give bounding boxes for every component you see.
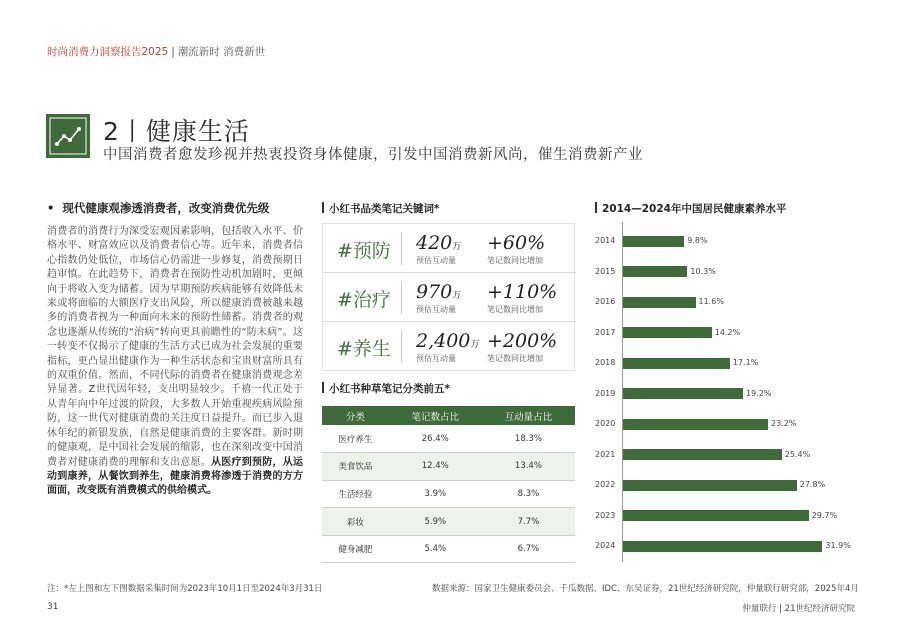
table-cell: 健身减肥 <box>322 535 389 563</box>
bar-value-label: 19.2% <box>746 388 772 398</box>
col-header: 笔记数占比 <box>389 406 482 425</box>
top5-title-text: 小红书种草笔记分类前五* <box>329 383 450 395</box>
left-body-bold: 从医疗到预防，从运动到康养，从餐饮到养生，健康消费将渗透于消费的方方面面，改变既有消费模式的供给模式。 <box>47 456 303 497</box>
keyword-row <box>323 273 576 322</box>
bar <box>623 236 684 247</box>
bar-value-label: 31.9% <box>825 541 851 550</box>
keyword-tag: #预防 <box>337 240 391 262</box>
chart-title <box>595 201 786 216</box>
left-body <box>47 225 303 499</box>
bullet-icon: • <box>47 201 55 215</box>
keyword-num-caption: 预估互动量 <box>416 256 456 265</box>
keyword-num: 420 <box>416 232 453 254</box>
keyword-unit: 万 <box>452 291 462 301</box>
report-title: 时尚消费力洞察报告2025 <box>47 46 169 58</box>
bar-value-label: 14.2% <box>714 327 741 337</box>
keyword-increase: +110% <box>487 281 558 303</box>
keyword-interactions <box>416 281 461 303</box>
table-cell: 13.4% <box>482 453 575 481</box>
keyword-tag: #养生 <box>337 338 391 360</box>
section-subtitle: 中国消费者愈发珍视并热衷投资身体健康，引发中国消费新风尚，催生消费新产业 <box>103 147 643 163</box>
table-cell: 生活经验 <box>322 480 389 508</box>
page-number: 31 <box>47 602 59 612</box>
bar <box>623 541 822 552</box>
title-bar-icon <box>595 202 597 213</box>
bar <box>623 449 782 460</box>
table-cell: 7.7% <box>482 508 575 536</box>
bar <box>623 358 730 369</box>
y-tick-label: 2022 <box>595 480 616 489</box>
keywords-box <box>322 223 575 371</box>
keywords-title <box>322 201 440 216</box>
bar <box>623 266 687 277</box>
header-separator: | <box>171 46 175 58</box>
table-row <box>322 425 575 453</box>
left-column <box>47 200 303 499</box>
bar-value-label: 27.8% <box>799 480 826 489</box>
keyword-row <box>323 322 576 371</box>
table-row <box>322 480 575 508</box>
y-tick-label: 2015 <box>595 266 616 276</box>
keyword-tag: #治疗 <box>337 289 391 311</box>
report-slogan: 潮流新时 消费新世 <box>177 46 266 58</box>
col-header: 分类 <box>322 406 389 425</box>
title-bar-icon <box>322 382 324 393</box>
title-bar-icon <box>322 202 324 213</box>
left-heading <box>47 200 303 216</box>
top5-table <box>322 406 575 563</box>
section-title: 2丨健康生活 <box>103 117 250 146</box>
y-tick-label: 2014 <box>595 236 616 245</box>
table-cell: 5.9% <box>389 508 482 536</box>
table-cell: 彩妆 <box>322 508 389 536</box>
divider <box>401 281 402 314</box>
bar-value-label: 11.6% <box>698 297 724 306</box>
left-heading-text: 现代健康观渗透消费者，改变消费优先级 <box>62 201 270 215</box>
keyword-num-caption: 预估互动量 <box>416 305 456 314</box>
table-row <box>322 535 575 563</box>
y-tick-label: 2021 <box>595 449 616 459</box>
keyword-interactions <box>416 232 461 254</box>
bar-value-label: 25.4% <box>784 449 811 459</box>
bar <box>623 297 696 308</box>
bar <box>623 480 797 491</box>
table-cell: 5.4% <box>389 535 482 563</box>
table-cell: 8.3% <box>482 480 575 508</box>
brand-footer: 仲量联行 | 21世纪经济研究院 <box>742 604 855 614</box>
table-cell: 26.4% <box>389 425 482 453</box>
table-row <box>322 453 575 481</box>
health-literacy-chart <box>595 222 865 562</box>
bar-value-label: 29.7% <box>811 510 838 520</box>
chart-title-text: 2014—2024年中国居民健康素养水平 <box>602 203 787 215</box>
y-tick-label: 2019 <box>595 388 616 398</box>
y-tick-label: 2020 <box>595 419 616 428</box>
keyword-row <box>323 224 576 273</box>
keyword-increase: +200% <box>487 330 558 352</box>
table-cell: 12.4% <box>389 453 482 481</box>
keywords-title-text: 小红书品类笔记关键词* <box>329 203 440 215</box>
keyword-increase: +60% <box>487 232 546 254</box>
y-tick-label: 2023 <box>595 510 616 520</box>
bar-value-label: 17.1% <box>732 358 759 367</box>
report-header <box>47 44 265 59</box>
bar-value-label: 10.3% <box>690 266 716 276</box>
y-tick-label: 2024 <box>595 541 616 550</box>
keyword-interactions <box>416 330 479 352</box>
keyword-inc-caption: 笔记数同比增加 <box>487 354 543 363</box>
y-tick-label: 2017 <box>595 327 616 337</box>
bar <box>623 388 743 399</box>
bar-value-label: 9.8% <box>687 236 708 245</box>
keyword-inc-caption: 笔记数同比增加 <box>487 305 543 314</box>
bar <box>623 510 809 521</box>
table-cell: 6.7% <box>482 535 575 563</box>
y-tick-label: 2016 <box>595 297 616 306</box>
keyword-num: 970 <box>416 281 453 303</box>
col-header: 互动量占比 <box>482 406 575 425</box>
data-source: 数据来源：国家卫生健康委员会、千瓜数据、IDC、东吴证券，21世纪经济研究院，仲量联行研究部，2025年4月 <box>432 584 859 594</box>
bar-value-label: 23.2% <box>771 419 797 428</box>
table-cell: 医疗养生 <box>322 425 389 453</box>
left-body-text: 消费者的消费行为深受宏观因素影响，包括收入水平、价格水平、财富效应以及消费者信心等。近年来，消费者信心指数仍处低位，市场信心仍需进一步修复，消费预期日趋审慎。在此趋势下，消费者在预防性动机加剧时，更倾向于将收入变为储蓄。因为早期预防疾病能够有效降低未来或将面临的大额医疗支出风险，所以健康消费被越来越多的消费者视为一种面向未来的预防性储蓄。消费者的观念也逐渐从传统的“治病”转向更具前瞻性的“防未病”。这一转变不仅揭示了健康的生活方式已成为社会发展的重要指标，更凸显出健康作为一种生活状态和宝贵财富所具有的双重价值。然而，不同代际的消费者在健康消费观念差异显著。Z世代因年轻，支出明显较少。千禧一代正处于从青年向中年过渡的阶段，大多数人开始重视疾病风险预防，这一世代对健康消费的关注度日益提升。而已步入退休年纪的新银发族，自然是健康消费的主要客群。新时期的健康观，是中国社会发展的缩影，也在深刻改变中国消费者对健康消费的理解和支出意愿。 <box>47 226 303 468</box>
table-cell: 18.3% <box>482 425 575 453</box>
keyword-unit: 万 <box>452 242 462 252</box>
table-header-row <box>322 406 575 425</box>
top5-title <box>322 381 450 396</box>
keyword-inc-caption: 笔记数同比增加 <box>487 256 543 265</box>
table-cell: 美食饮品 <box>322 453 389 481</box>
bar <box>623 327 712 338</box>
divider <box>401 330 402 363</box>
table-row <box>322 508 575 536</box>
divider <box>401 232 402 265</box>
y-tick-label: 2018 <box>595 358 616 367</box>
table-cell: 3.9% <box>389 480 482 508</box>
bar <box>623 419 768 430</box>
keyword-num-caption: 预估互动量 <box>416 354 456 363</box>
keyword-num: 2,400 <box>416 330 471 352</box>
footnote: 注：*左上图和左下图数据采集时间为2023年10月1日至2024年3月31日 <box>47 584 323 594</box>
keyword-unit: 万 <box>470 340 480 350</box>
chart-trend-icon <box>46 114 90 158</box>
